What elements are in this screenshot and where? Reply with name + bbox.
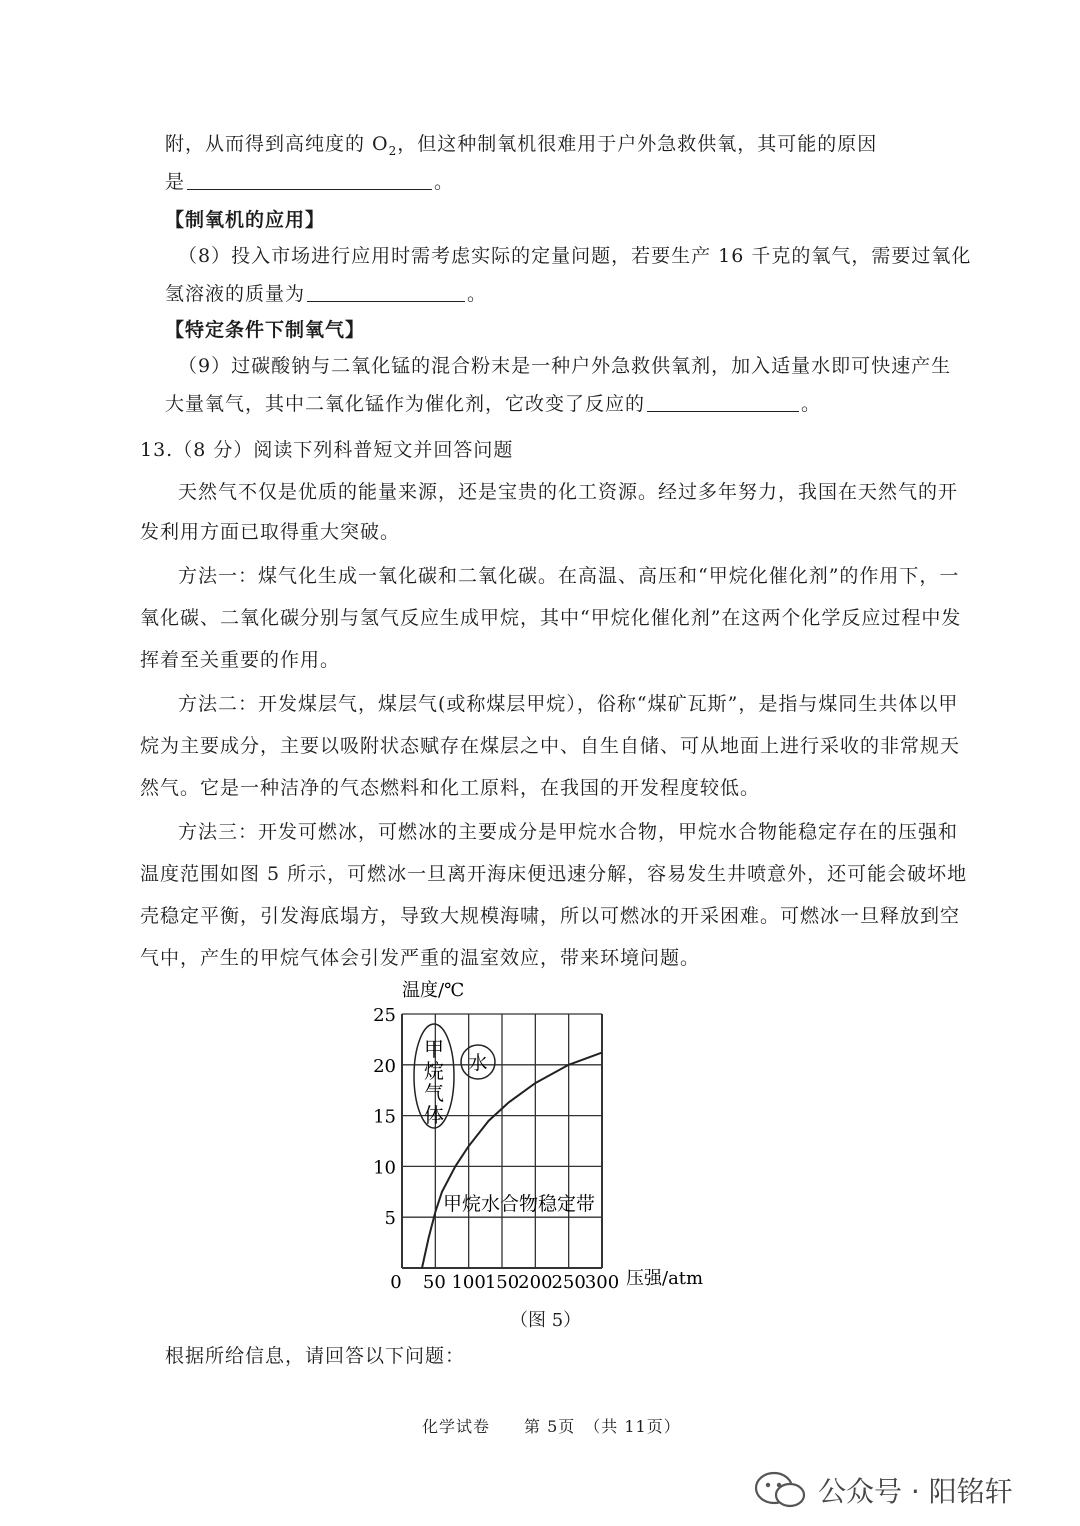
- y-tick-25: 25: [373, 1005, 396, 1026]
- y-tick-10: 10: [373, 1157, 396, 1179]
- q9-line-1: （9）过碳酸钠与二氧化锰的混合粉末是一种户外急救供氧剂，加入适量水即可快速产生: [178, 355, 952, 377]
- x-tick-50: 50: [422, 1272, 446, 1293]
- para4-line-4: 气中，产生的甲烷气体会引发严重的温室效应，带来环境问题。: [140, 947, 701, 969]
- water-region-label: 水: [468, 1052, 488, 1074]
- x-tick-150: 150: [484, 1272, 520, 1293]
- para3-line-1: 方法二：开发煤层气，煤层气(或称煤层甲烷），俗称“煤矿瓦斯”，是指与煤同生共体以甲: [178, 693, 959, 715]
- x-tick-200: 200: [518, 1272, 553, 1293]
- para2-line-2: 氧化碳、二氧化碳分别与氢气反应生成甲烷，其中“甲烷化催化剂”在这两个化学反应过程中发: [140, 607, 962, 629]
- q7-line-1: 附，从而得到高纯度的 $O_2$，但这种制氧机很难用于户外急救供氧，其可能的原因: [165, 133, 878, 158]
- section-header-application: 【制氧机的应用】: [165, 209, 326, 231]
- wechat-icon: [752, 1468, 812, 1514]
- page-footer: 化学试卷 第 5页 （共 11页）: [422, 1417, 681, 1436]
- para3-line-3: 然气。它是一种洁净的气态燃料和化工原料，在我国的开发程度较低。: [140, 777, 761, 799]
- watermark-text: 公众号 · 阳铭轩: [818, 1475, 1013, 1508]
- y-tick-20: 20: [373, 1055, 396, 1077]
- x-tick-300: 300: [584, 1272, 620, 1293]
- q13-title: 13.（8 分）阅读下列科普短文并回答问题: [140, 439, 514, 461]
- x-tick-250: 250: [551, 1272, 586, 1293]
- para4-line-3: 壳稳定平衡，引发海底塌方，导致大规模海啸，所以可燃冰的开采困难。可燃冰一旦释放到空: [140, 905, 961, 927]
- section-header-special: 【特定条件下制氧气】: [165, 319, 366, 341]
- gas-region-label: 甲烷气体: [424, 1037, 444, 1127]
- y-tick-15: 15: [373, 1106, 396, 1128]
- question-intro: 根据所给信息，请回答以下问题：: [165, 1345, 466, 1367]
- y-axis-label: 温度/℃: [402, 980, 465, 1001]
- x-axis-label: 压强/atm: [626, 1268, 704, 1289]
- para1-line-2: 发利用方面已取得重大突破。: [140, 521, 401, 543]
- x-tick-0: 0: [390, 1272, 402, 1293]
- stability-curve: [422, 1053, 602, 1268]
- q9-line-2: 大量氧气，其中二氧化锰作为催化剂，它改变了反应的 。: [165, 393, 822, 415]
- para3-line-2: 烷为主要成分，主要以吸附状态赋存在煤层之中、自生自储、可从地面上进行采收的非常规天: [140, 735, 961, 757]
- stability-band-label: 甲烷水合物稳定带: [443, 1193, 596, 1215]
- para2-line-3: 挥着至关重要的作用。: [140, 649, 341, 671]
- q7-line-2: 是 。: [165, 171, 455, 193]
- q8-line-1: （8）投入市场进行应用时需考虑实际的定量问题，若要生产 16 千克的氧气，需要过氧化: [178, 245, 972, 267]
- para2-line-1: 方法一：煤气化生成一氧化碳和二氧化碳。在高温、高压和“甲烷化催化剂”的作用下，一: [178, 565, 960, 587]
- figure-caption: （图 5）: [510, 1310, 582, 1331]
- q8-line-2: 氢溶液的质量为 。: [165, 283, 488, 305]
- para4-line-1: 方法三：开发可燃冰，可燃冰的主要成分是甲烷水合物，甲烷水合物能稳定存在的压强和: [178, 821, 959, 843]
- para4-line-2: 温度范围如图 5 所示，可燃冰一旦离开海床便迅速分解，容易发生井喷意外，还可能会破坏地: [140, 863, 968, 885]
- x-tick-100: 100: [451, 1272, 486, 1293]
- y-tick-5: 5: [384, 1208, 396, 1230]
- para1-line-1: 天然气不仅是优质的能量来源，还是宝贵的化工资源。经过多年努力，我国在天然气的开: [178, 481, 959, 503]
